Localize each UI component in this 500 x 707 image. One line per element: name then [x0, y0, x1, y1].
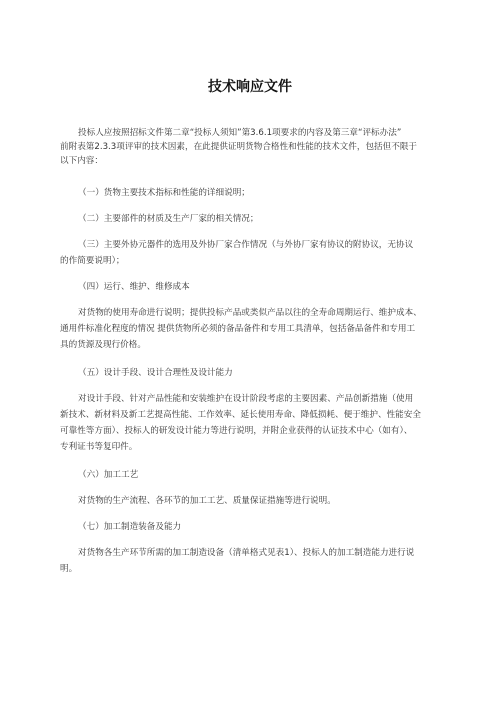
text-line: 具的货源及现行价格。: [60, 340, 146, 350]
text-line: 通用件标准化程度的情况 提供货物所必须的备品备件和专用工具清单，包括备品备件和专用工: [60, 324, 416, 334]
text-line: 的作简要说明）；: [60, 256, 125, 266]
text-line: 明。: [60, 564, 78, 574]
text-line: （四）运行、维护、维修成本: [78, 282, 190, 292]
text-line: （三）主要外协元器件的选用及外协厂家合作情况（与外协厂家有协议的附协议，无协议: [78, 240, 414, 250]
document-title: 技术响应文件: [208, 79, 292, 95]
text-line: 前附表第2.3.3项评审的技术因素，在此提供证明货物合格性和性能的技术文件，包括但不限于: [60, 142, 418, 152]
text-line: 对货物的使用寿命进行说明；提供投标产品或类似产品以往的全寿命周期运行、维护成本、: [78, 308, 422, 318]
text-line: （六）加工工艺: [78, 470, 139, 480]
text-line: 以下内容：: [60, 156, 103, 166]
text-line: （一）货物主要技术指标和性能的详细说明；: [78, 188, 250, 198]
text-line: 对货物的生产流程、各环节的加工工艺、质量保证措施等进行说明。: [78, 496, 336, 506]
text-line: 对设计手段、针对产品性能和安装维护在设计阶段考虑的主要因素、产品创新措施（使用: [78, 394, 414, 404]
text-line: 对货物各生产环节所需的加工制造设备（清单格式见表1）、投标人的加工制造能力进行说: [78, 548, 415, 558]
text-line: 新技术、新材料及新工艺提高性能、工作效率、延长使用寿命、降低损耗、便于维护、性能安全: [60, 410, 421, 420]
text-line: 投标人应按照招标文件第二章“投标人须知”第3.6.1项要求的内容及第三章“评标办法”: [78, 128, 402, 138]
text-line: （五）设计手段、设计合理性及设计能力: [78, 368, 233, 378]
text-line: 专利证书等复印件。: [60, 442, 138, 452]
text-line: （二）主要部件的材质及生产厂家的相关情况；: [78, 214, 259, 224]
text-line: （七）加工制造装备及能力: [78, 522, 182, 532]
text-line: 可靠性等方面）、投标人的研发设计能力等进行说明，并附企业获得的认证技术中心（如有）、: [60, 426, 413, 436]
